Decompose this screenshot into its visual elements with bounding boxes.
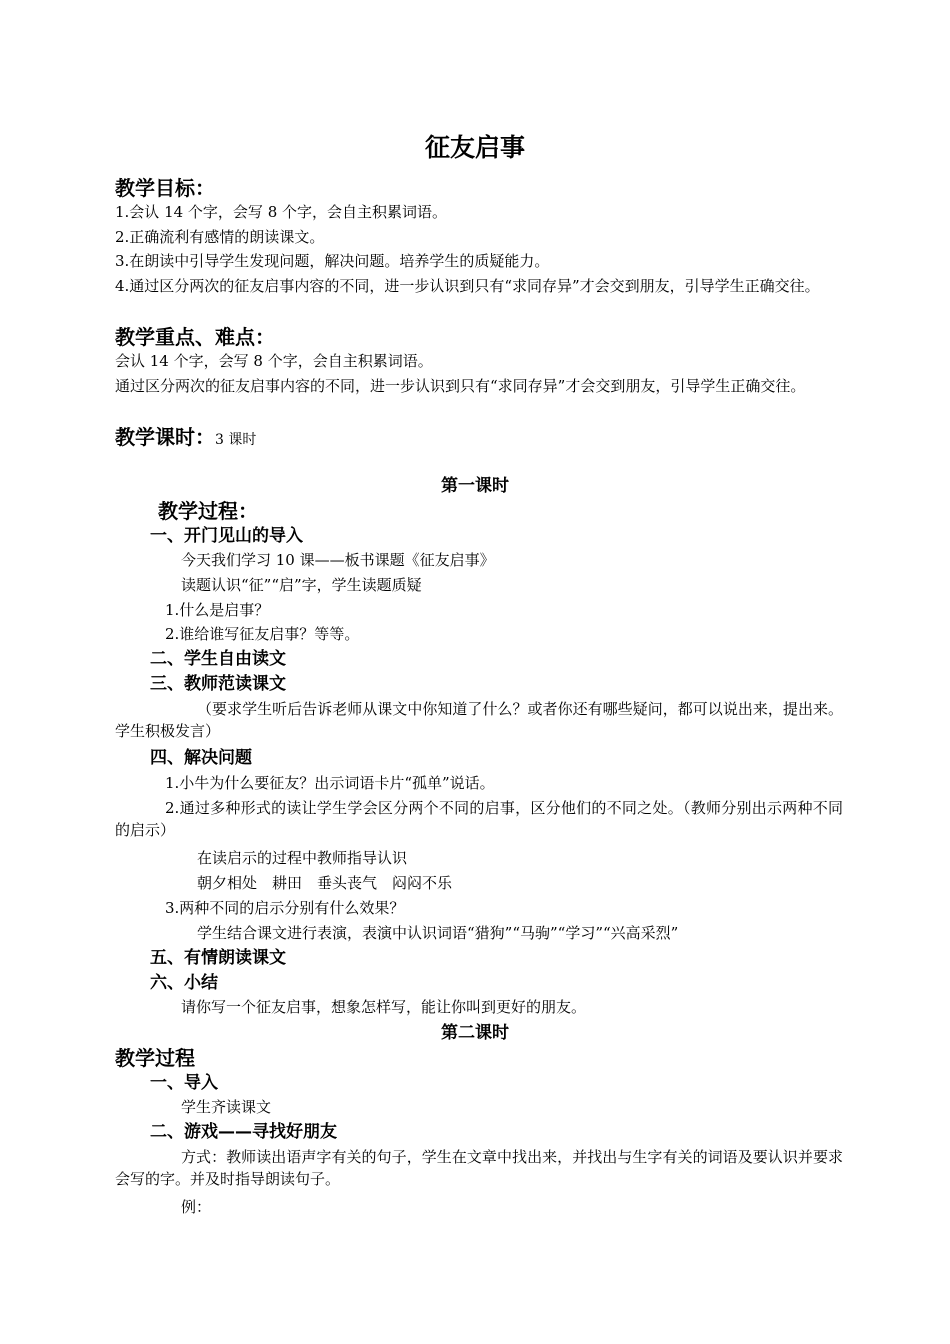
paragraph: 读题认识“征”“启”字，学生读题质疑: [181, 576, 422, 594]
paragraph: 学生结合课文进行表演，表演中认识词语“猎狗”“马驹”“学习”“兴高采烈”: [197, 924, 679, 942]
hours-label: 教学课时：: [115, 425, 215, 449]
key-point-item: 通过区分两次的征友启事内容的不同，进一步认识到只有“求同存异”才会交到朋友，引导学生正确交往。: [115, 377, 806, 395]
hours-value: 3 课时: [215, 432, 257, 448]
vocab-word: 耕田: [272, 874, 303, 892]
paragraph: 学生齐读课文: [181, 1098, 272, 1116]
lesson2-process-heading: 教学过程: [115, 1046, 195, 1070]
section-heading: 一、开门见山的导入: [150, 526, 303, 546]
section-heading: 六、小结: [150, 973, 218, 993]
vocab-word: 垂头丧气: [317, 874, 378, 892]
vocab-word: 朝夕相处: [197, 874, 258, 892]
objective-item: 2.正确流利有感情的朗读课文。: [115, 228, 325, 246]
lesson1-process-heading: 教学过程：: [158, 499, 258, 523]
section-heading: 四、解决问题: [150, 748, 252, 768]
list-item: 1.什么是启事？: [165, 601, 270, 619]
list-item: 3.两种不同的启示分别有什么效果？: [165, 899, 405, 917]
paragraph: （要求学生听后告诉老师从课文中你知道了什么？或者你还有哪些疑问，都可以说出来，提出来。学生积极发言）: [115, 700, 843, 740]
hours-row: [115, 424, 256, 453]
section-heading: 三、教师范读课文: [150, 674, 286, 694]
vocab-word: 闷闷不乐: [392, 874, 453, 892]
lesson1-title: 第一课时: [441, 476, 509, 496]
objectives-heading: 教学目标：: [115, 176, 215, 200]
list-item: 2.通过多种形式的读让学生学会区分两个不同的启事，区分他们的不同之处。（教师分别出示两种不同的启示）: [115, 799, 843, 839]
objective-item: 3.在朗读中引导学生发现问题，解决问题。培养学生的质疑能力。: [115, 252, 550, 270]
document-title: 征友启事: [424, 133, 525, 162]
paragraph: 今天我们学习 10 课——板书课题《征友启事》: [181, 551, 495, 569]
paragraph: 例：: [181, 1198, 212, 1216]
section-heading: 二、游戏——寻找好朋友: [150, 1122, 337, 1142]
key-points-heading: 教学重点、难点：: [115, 325, 275, 349]
list-item: 2.谁给谁写征友启事？等等。: [165, 625, 360, 643]
objective-item: 1.会认 14 个字，会写 8 个字，会自主积累词语。: [115, 203, 448, 221]
section-heading: 一、导入: [150, 1073, 218, 1093]
word-list: [197, 872, 452, 894]
paragraph: 请你写一个征友启事，想象怎样写，能让你叫到更好的朋友。: [181, 998, 587, 1016]
section-heading: 五、有情朗读课文: [150, 948, 286, 968]
paragraph: 在读启示的过程中教师指导认识: [197, 849, 408, 867]
section-heading: 二、学生自由读文: [150, 649, 286, 669]
objective-item: 4.通过区分两次的征友启事内容的不同，进一步认识到只有“求同存异”才会交到朋友，引导学生正确交往。: [115, 277, 820, 295]
lesson2-title: 第二课时: [441, 1023, 509, 1043]
paragraph: 方式：教师读出语声字有关的句子，学生在文章中找出来，并找出与生字有关的词语及要认识并要求会写的字。并及时指导朗读句子。: [115, 1148, 843, 1188]
key-point-item: 会认 14 个字，会写 8 个字，会自主积累词语。: [115, 352, 433, 370]
list-item: 1.小牛为什么要征友？出示词语卡片“孤单”说话。: [165, 774, 495, 792]
